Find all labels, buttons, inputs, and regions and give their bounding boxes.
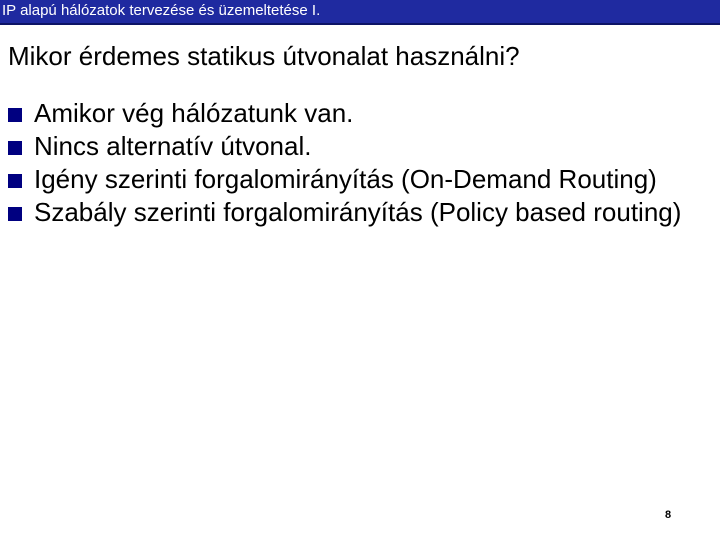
bullet-text: Amikor vég hálózatunk van. bbox=[34, 98, 354, 128]
bullet-item bbox=[8, 163, 708, 195]
square-bullet-icon bbox=[8, 141, 22, 155]
bullet-item bbox=[8, 130, 708, 162]
square-bullet-icon bbox=[8, 207, 22, 221]
square-bullet-icon bbox=[8, 108, 22, 122]
bullet-item bbox=[8, 196, 708, 228]
square-bullet-icon bbox=[8, 174, 22, 188]
bullet-text: Igény szerinti forgalomirányítás (On-Demand Routing) bbox=[34, 164, 657, 194]
bullet-text: Nincs alternatív útvonal. bbox=[34, 131, 312, 161]
page-number: 8 bbox=[665, 509, 672, 521]
bullet-list bbox=[8, 97, 708, 229]
slide-title: Mikor érdemes statikus útvonalat használni? bbox=[8, 41, 520, 71]
header-bar bbox=[0, 0, 720, 25]
header-title: IP alapú hálózatok tervezése és üzemeltetése I. bbox=[2, 2, 321, 19]
bullet-text: Szabály szerinti forgalomirányítás (Policy based routing) bbox=[34, 197, 682, 227]
bullet-item bbox=[8, 97, 708, 129]
